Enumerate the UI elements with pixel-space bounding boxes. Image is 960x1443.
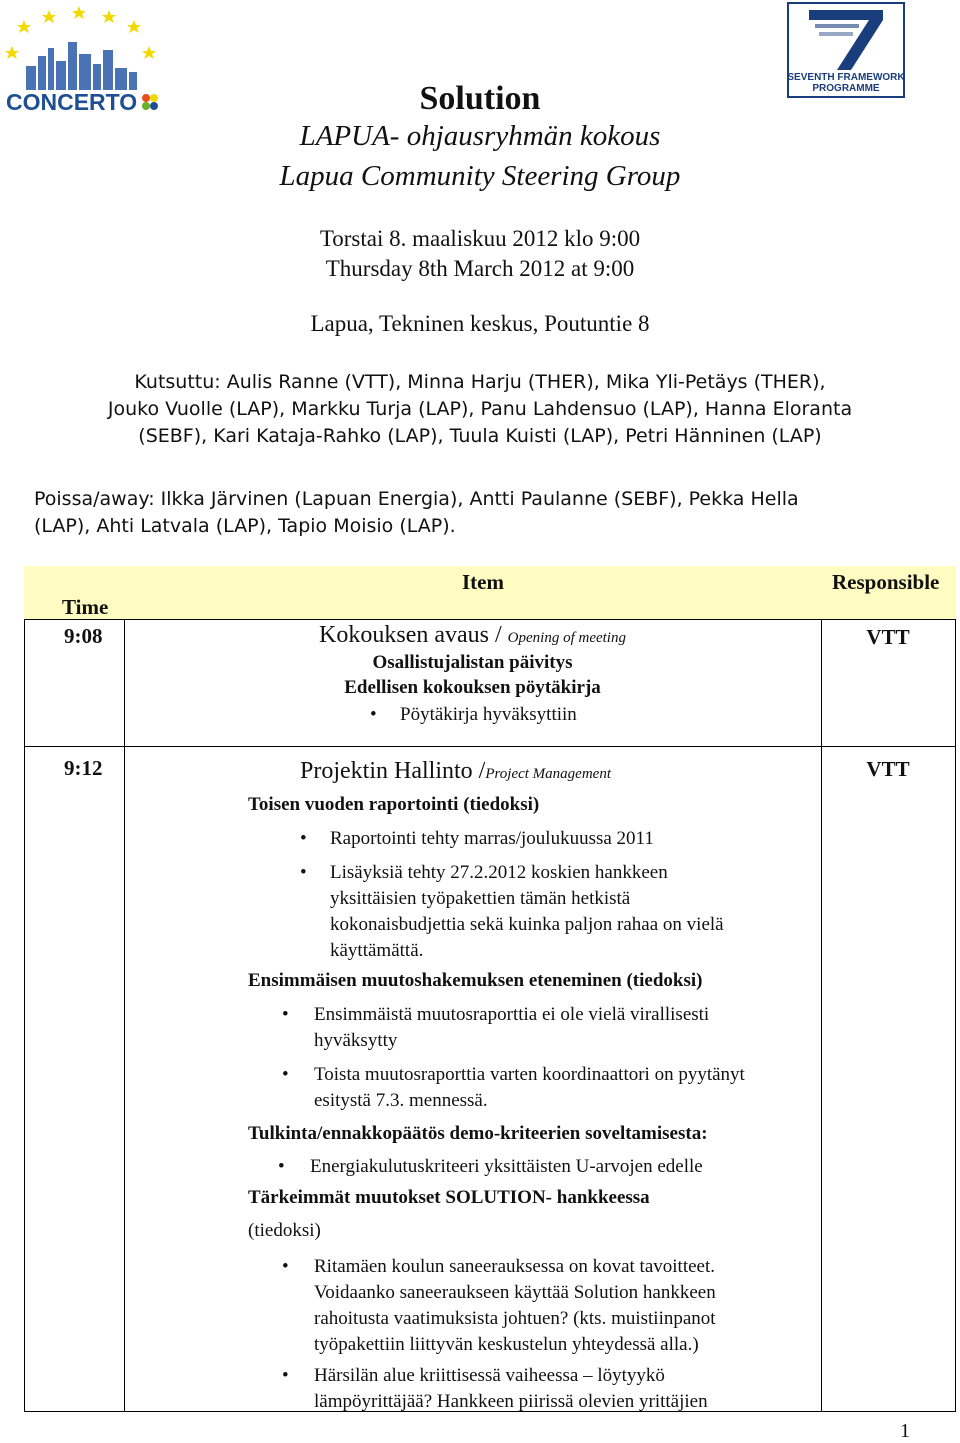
bullet-text: Härsilän alue kriittisessä vaiheessa – löytyykö — [314, 1365, 665, 1386]
bullet-text: työpakettiin liittyvän keskustelun yhteydessä alla.) — [314, 1334, 699, 1355]
bullet-text: Pöytäkirja hyväksyttiin — [400, 704, 577, 725]
bullet-item: • Raportointi tehty marras/joulukuussa 2011 — [300, 828, 654, 849]
bullet-text: Raportointi tehty marras/joulukuussa 2011 — [330, 828, 654, 849]
table-divider — [955, 619, 956, 1412]
table-divider — [124, 619, 125, 1412]
item-title-fi: Projektin Hallinto / — [300, 758, 486, 784]
row-item-title — [124, 622, 821, 649]
concerto-wordmark: CONCERTO — [6, 89, 138, 114]
meeting-place: Lapua, Tekninen keskus, Poutuntie 8 — [310, 311, 650, 336]
bullet-item: • Energiakulutuskriteeri yksittäisten U-arvojen edelle — [278, 1156, 703, 1177]
bullet-text: Voidaanko saneeraukseen käyttää Solution hankkeen — [314, 1282, 716, 1303]
date-en: Thursday 8th March 2012 at 9:00 — [325, 256, 635, 281]
row-subtitle: Edellisen kokouksen pöytäkirja — [344, 677, 601, 698]
bullet-text: rahoitusta vaatimuksista johtuen? (kts. muistiinpanot — [314, 1308, 716, 1329]
document-title: Solution — [419, 80, 541, 117]
row-time: 9:12 — [64, 756, 103, 780]
fp7-text-line2: PROGRAMME — [812, 83, 880, 94]
section-title: (tiedoksi) — [248, 1220, 321, 1241]
item-title-fi: Kokouksen avaus / — [319, 622, 508, 648]
bullet-text: Ensimmäistä muutosraporttia ei ole vielä virallisesti — [314, 1004, 710, 1025]
absent-list — [34, 486, 934, 540]
bullet-text: Ritamäen koulun saneerauksessa on kovat tavoitteet. — [314, 1256, 715, 1277]
agenda-table — [24, 566, 956, 1412]
table-divider — [24, 619, 956, 620]
subtitle-fi: LAPUA- ohjausryhmän kokous — [299, 120, 661, 152]
column-header-responsible: Responsible — [832, 570, 940, 594]
row-item-title — [300, 758, 611, 785]
section-title: Tärkeimmät muutokset SOLUTION- hankkeessa — [248, 1187, 650, 1208]
table-divider — [24, 746, 956, 747]
row-time: 9:08 — [64, 624, 103, 648]
bullet-text: esitystä 7.3. mennessä. — [314, 1090, 488, 1111]
absent-line: Poissa/away: Ilkka Järvinen (Lapuan Energia), Antti Paulanne (SEBF), Pekka Hella — [34, 488, 799, 510]
table-divider — [24, 619, 25, 1412]
bullet-item: • Ritamäen koulun saneerauksessa on kovat tavoitteet. Voidaanko saneeraukseen käyttää Solution hankkeen rahoitusta vaatimuksista johtuen? (kts. muistiinpanot työpakettiin liittyvän keskustelun yhteydessä alla.) — [282, 1254, 846, 1358]
invited-list — [20, 369, 940, 450]
page-number: 1 — [900, 1420, 910, 1442]
bullet-text: Energiakulutuskriteeri yksittäisten U-arvojen edelle — [310, 1156, 703, 1177]
subtitle-en: Lapua Community Steering Group — [279, 160, 681, 192]
fp7-text-line1: SEVENTH FRAMEWORK — [789, 72, 903, 83]
invited-line: Jouko Vuolle (LAP), Markku Turja (LAP), Panu Lahdensuo (LAP), Hanna Eloranta — [107, 398, 853, 420]
bullet-item: • Toista muutosraporttia varten koordinaattori on pyytänyt esitystä 7.3. mennessä. — [282, 1062, 846, 1114]
bullet-text: käyttämättä. — [330, 940, 424, 961]
bullet-text: lämpöyrittäjää? Hankkeen piirissä olevien yrittäjien — [314, 1391, 708, 1412]
section-title: Ensimmäisen muutoshakemuksen eteneminen (tiedoksi) — [248, 970, 703, 991]
bullet-item: • Pöytäkirja hyväksyttiin — [370, 704, 577, 725]
row-subtitle: Osallistujalistan päivitys — [372, 652, 573, 673]
section-title: Toisen vuoden raportointi (tiedoksi) — [248, 794, 540, 815]
bullet-text: yksittäisien työpakettien tämän hetkistä — [330, 888, 631, 909]
column-header-time: Time — [62, 595, 109, 619]
date-fi: Torstai 8. maaliskuu 2012 klo 9:00 — [319, 226, 641, 251]
section-title: Tulkinta/ennakkopäätös demo-kriteerien soveltamisesta: — [248, 1123, 708, 1144]
row-responsible: VTT — [866, 757, 910, 781]
bullet-text: kokonaisbudjettia sekä kuinka paljon rahaa on vielä — [330, 914, 724, 935]
bullet-item: • Härsilän alue kriittisessä vaiheessa – löytyykö lämpöyrittäjää? Hankkeen piirissä olevien yrittäjien — [282, 1363, 846, 1415]
bullet-text: Lisäyksiä tehty 27.2.2012 koskien hankkeen — [330, 862, 668, 883]
invited-line: Kutsuttu: Aulis Ranne (VTT), Minna Harju (THER), Mika Yli-Petäys (THER), — [134, 371, 826, 393]
item-title-en: Opening of meeting — [507, 630, 626, 646]
row-responsible: VTT — [866, 625, 910, 649]
invited-line: (SEBF), Kari Kataja-Rahko (LAP), Tuula Kuisti (LAP), Petri Hänninen (LAP) — [138, 425, 822, 447]
bullet-item: • Ensimmäistä muutosraporttia ei ole vielä virallisesti hyväksytty — [282, 1002, 846, 1054]
bullet-text: hyväksytty — [314, 1030, 398, 1051]
absent-line: (LAP), Ahti Latvala (LAP), Tapio Moisio (LAP). — [34, 515, 456, 537]
bullet-text: Toista muutosraporttia varten koordinaattori on pyytänyt — [314, 1064, 745, 1085]
item-title-en: Project Management — [485, 766, 611, 782]
column-header-item: Item — [462, 570, 504, 594]
bullet-item: • Lisäyksiä tehty 27.2.2012 koskien hankkeen yksittäisien työpakettien tämän hetkistä kokonaisbudjettia sekä kuinka paljon rahaa on vielä käyttämättä. — [300, 860, 830, 964]
